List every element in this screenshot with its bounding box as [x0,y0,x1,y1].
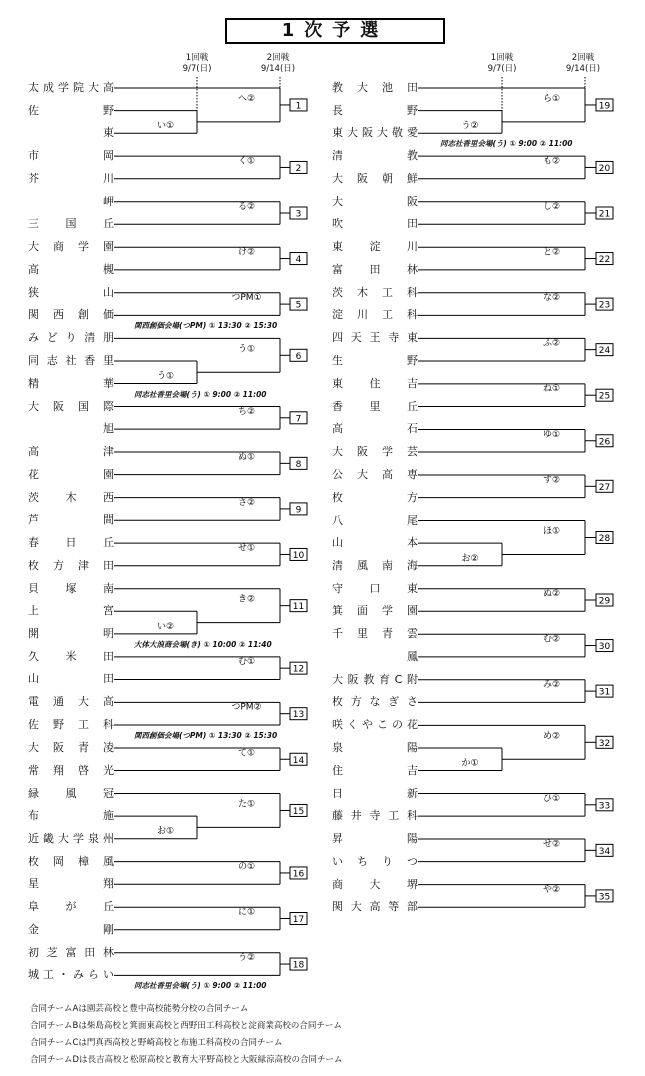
team-name: 東住吉 [332,376,418,390]
team-name: 狭山 [28,285,114,299]
team-name: 太成学院大高 [28,81,114,94]
round1-date-right: 9/7(日) [487,64,517,74]
team-name: 日新 [332,786,418,800]
round2-match-label: ね① [542,384,561,395]
round2-match-label: ふ② [542,338,561,349]
team-name: 清風南海 [332,558,418,572]
team-name: 守口東 [332,581,418,595]
round2-match-label: き② [237,594,256,605]
round1-label-left: 1回戦 [185,53,209,63]
team-name: 枚方津田 [28,558,114,572]
team-name: 布施 [28,809,114,823]
round2-match-label: つPM② [231,702,262,713]
team-name: 高槻 [28,262,114,276]
round2-match-label: と② [542,247,561,258]
team-name: 近畿大学泉州 [28,831,114,845]
team-name: 精華 [28,376,114,390]
round2-match-label: ひ① [542,793,561,804]
footnote: 合同チームAは園芸高校と豊中高校能勢分校の合同チーム [30,1004,249,1014]
team-name: 鳳 [407,649,418,663]
match-number: 4 [295,255,302,266]
round2-match-label: も② [542,156,561,167]
team-name: 富田林 [332,262,418,276]
team-name: 阜が丘 [28,900,114,914]
team-name: 枚方 [332,490,418,504]
match-number: 11 [292,602,305,613]
team-name: 茨木西 [28,490,114,504]
round2-match-label: ぬ② [542,589,561,599]
match-number: 33 [598,801,611,812]
match-number: 15 [292,806,305,817]
match-number: 29 [598,596,611,607]
round1-date-left: 9/7(日) [182,64,212,74]
team-name: いちりつ [332,854,418,868]
venue-note: 同志社香里会場(う) ① 9:00 ② 11:00 [134,389,267,399]
round2-label-left: 2回戦 [266,53,290,63]
match-number: 16 [292,869,305,880]
round2-label-right: 2回戦 [571,53,595,63]
team-name: 咲くやこの花 [332,718,418,732]
match-number: 13 [292,710,305,721]
round2-match-label: う② [237,953,256,964]
round2-match-label: む① [237,657,256,668]
round2-match-label: せ② [542,839,561,850]
team-name: 東大阪大敬愛 [332,126,418,140]
round1-match-label: お① [156,826,175,837]
team-name: 春日丘 [28,536,114,550]
round1-match-label: か① [461,758,479,769]
round2-match-label: せ① [237,543,256,554]
team-name: 星翔 [28,877,114,891]
match-number: 10 [292,550,305,561]
match-number: 12 [292,664,305,675]
team-name: 大阪朝鮮 [332,171,418,185]
page-title: 1次予選 [225,18,445,44]
team-name: 高津 [28,445,114,459]
team-name: 山田 [28,672,114,686]
match-number: 6 [295,351,302,362]
team-name: 藤井寺工科 [332,809,418,823]
match-number: 24 [598,346,611,357]
match-number: 28 [598,534,611,544]
team-name: 花園 [28,467,114,481]
team-name: 公大高専 [332,468,418,481]
match-number: 18 [292,960,305,971]
team-name: 大阪国際 [28,399,114,413]
match-number: 35 [598,892,611,903]
match-number: 2 [295,163,302,174]
round1-match-label: う① [156,371,175,382]
team-name: 芦間 [28,513,114,527]
round2-match-label: け② [237,247,256,258]
round2-match-label: る② [237,202,256,212]
team-name: 千里青雲 [332,627,418,641]
team-name: 芥川 [28,171,114,185]
team-name: 大阪学芸 [332,445,418,459]
match-number: 1 [295,101,302,112]
team-name: 緑風冠 [28,786,114,800]
match-number: 14 [292,755,305,766]
team-name: 山本 [332,536,418,550]
team-name: 佐野 [28,103,114,117]
round2-match-label: つPM① [231,293,262,304]
team-name: 上宮 [28,604,114,618]
team-name: 東 [103,126,114,140]
round2-match-label: し② [542,202,561,212]
team-name: 市岡 [28,149,114,163]
team-name: 城工・みらい [28,968,114,982]
match-number: 31 [598,687,611,698]
team-name: 初芝富田林 [28,945,114,959]
round2-match-label: む② [542,634,561,645]
team-name: 東淀川 [332,240,418,254]
match-number: 22 [598,255,611,266]
match-number: 17 [292,915,305,925]
team-name: 昇陽 [332,832,418,846]
match-number: 20 [598,163,611,174]
team-name: 旭 [103,422,114,436]
match-number: 34 [598,846,611,857]
venue-note: 関西創価会場(つPM) ① 13:30 ② 15:30 [134,731,278,740]
venue-note: 関西創価会場(つPM) ① 13:30 ② 15:30 [134,321,278,331]
team-name: 大阪 [332,194,418,208]
team-name: 大商学園 [28,240,114,254]
round2-match-label: な② [542,293,561,304]
team-name: 長野 [332,103,418,117]
team-name: 教大池田 [332,81,418,94]
footnote: 合同チームCは門真西高校と野崎高校と布施工科高校の合同チーム [30,1038,283,1048]
team-name: 電通大高 [28,695,114,709]
match-number: 3 [295,209,302,220]
round2-match-label: く① [237,156,256,167]
team-name: 箕面学園 [332,604,418,618]
match-number: 5 [295,300,302,311]
match-number: 27 [598,482,611,493]
match-number: 30 [598,642,611,653]
team-name: 同志社香里 [28,353,114,367]
match-number: 25 [598,391,611,402]
round2-match-label: す② [542,475,561,486]
team-name: 貝塚南 [28,581,114,595]
team-name: 関大高等部 [332,900,418,914]
team-name: 淀川工科 [332,308,418,322]
round1-match-label: い② [156,621,175,632]
round2-match-label: さ② [237,497,256,508]
footnote: 合同チームDは長吉高校と松原高校と教育大平野高校と大阪緑涼高校の合同チーム [30,1055,343,1065]
match-number: 9 [295,505,302,516]
team-name: 香里丘 [332,399,418,413]
round2-match-label: た① [237,799,256,810]
venue-note: 同志社香里会場(う) ① 9:00 ② 11:00 [134,981,267,991]
team-name: 生野 [332,353,418,367]
team-name: 泉陽 [332,740,418,754]
team-name: 八尾 [332,513,418,527]
team-name: 枚岡樟風 [28,854,114,868]
team-name: 佐野工科 [28,718,114,731]
match-number: 19 [598,101,611,112]
round2-match-label: み② [542,680,561,691]
round2-match-label: ら① [542,93,561,104]
round2-date-left: 9/14(日) [260,64,296,74]
team-name: 大阪教育C附 [332,672,418,686]
round2-match-label: う① [237,344,256,355]
team-name: 吹田 [332,217,418,231]
match-number: 32 [598,738,611,749]
round2-match-label: へ② [237,93,256,104]
round1-match-label: う② [461,121,479,132]
round1-match-label: い① [156,121,175,132]
team-name: 枚方なぎさ [332,695,418,709]
team-name: 大阪青凌 [28,740,114,754]
team-name: 開明 [28,626,114,640]
team-name: 清教 [332,149,418,163]
round2-match-label: の① [237,861,256,872]
match-number: 7 [295,414,302,425]
round2-match-label: ぬ① [237,452,256,463]
match-number: 21 [598,209,611,220]
round2-match-label: に① [237,907,256,918]
venue-note: 同志社香里会場(う) ① 9:00 ② 11:00 [440,139,573,149]
team-name: 四天王寺東 [332,331,418,345]
team-name: 高石 [332,422,418,436]
round1-label-right: 1回戦 [490,53,514,63]
team-name: 関西創価 [28,308,114,322]
match-number: 26 [598,437,611,448]
team-name: 岬 [103,194,114,208]
match-number: 8 [295,459,302,470]
round1-match-label: お② [461,553,479,564]
round2-match-label: や② [542,884,561,895]
match-number: 23 [598,300,611,311]
team-name: 住吉 [332,763,418,777]
round2-match-label: ち② [237,406,256,417]
round2-match-label: ほ① [542,526,561,537]
round2-match-label: て① [237,748,256,759]
team-name: 三国丘 [28,217,114,231]
footnote: 合同チームBは柴島高校と箕面東高校と西野田工科高校と淀商業高校の合同チーム [30,1021,342,1031]
team-name: 金剛 [28,922,114,936]
round2-match-label: ゆ① [542,429,561,440]
round2-date-right: 9/14(日) [565,64,601,74]
team-name: 茨木工科 [332,285,418,299]
round2-match-label: め② [542,731,561,742]
team-name: 久米田 [28,649,114,663]
venue-note: 大体大浪商会場(き) ① 10:00 ② 11:40 [134,639,272,649]
team-name: 商大堺 [332,877,418,891]
team-name: みどり清朋 [28,331,114,345]
team-name: 常翔啓光 [28,763,114,777]
